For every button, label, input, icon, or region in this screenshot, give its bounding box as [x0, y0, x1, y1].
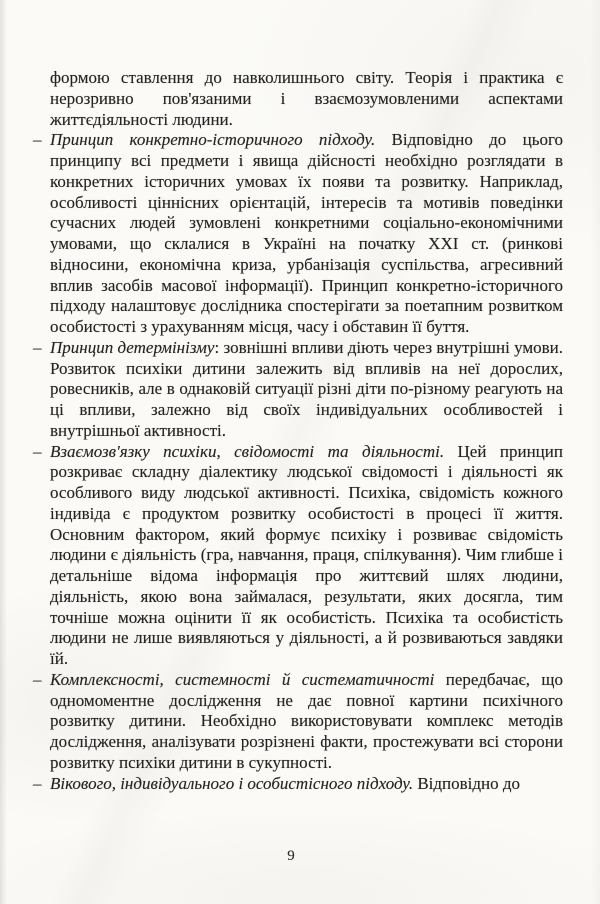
list-item-complexity-systematicity [33, 669, 563, 774]
bullet-body: Відповідно до цього принципу всі предмети і явища дійсності необхідно розглядати в конкретних історичних умовах їх появи та розвитку. Наприклад, особливості ціннісних орієнтацій, інтересів та мотивів поведінки сучасних людей зумовлені конкретними соціально-економічними умовами, що склалися в Україні на початку XXI ст. (ринкові відносини, економічна криза, урбанізація суспільства, агресивний вплив засобів масової інформації). Принцип конкретно-історичного підходу налаштовує дослідника спостерігати за поетапним розвитком особистості з урахуванням місця, часу і обставин її буття. [50, 130, 564, 336]
bullet-body: Відповідно до [413, 773, 521, 793]
bullet-dash: – [33, 130, 42, 150]
bullet-lead: Вікового, індивідуального і особистісного підходу. [50, 773, 414, 793]
bullet-dash: – [33, 441, 42, 461]
list-item-age-individual-personal [33, 773, 563, 795]
bullet-lead: Принцип детермінізму [50, 337, 215, 357]
bullet-lead: Комплексності, системності й систематичності [50, 669, 435, 689]
intro-paragraph: формою ставлення до навколишнього світу. Теорія і практика є нерозривно пов'язаними і взаємозумовленими аспектами життєдіяльності людини. [50, 68, 563, 129]
bullet-lead: Взаємозв'язку психіки, свідомості та діяльності. [50, 441, 445, 461]
bullet-dash: – [33, 337, 42, 357]
page-text-block [33, 68, 564, 794]
page-number: 9 [287, 848, 295, 864]
list-item-determinism [33, 337, 563, 442]
list-item-concrete-historical [33, 130, 564, 338]
list-item-psyche-consciousness-activity [33, 441, 563, 670]
bullet-dash: – [33, 773, 42, 793]
bullet-body: Цей принцип розкриває складну діалектику людської свідомості і діяльності як особливого виду людської активності. Психіка, свідомість кожного індивіда є продуктом розвитку особистості в процесі її життя. Основним фактором, який формує психіку і розвиває свідомість людини є діяльність (гра, навчання, праця, спілкування). Чим глибше і детальніше відома інформація про життєвий шлях людини, діяльність, якою вона займалася, результати, яких досягла, тим точніше можна оцінити її як особистість. Психіка та особистість людини не лише виявляються у діяльності, а й розвиваються завдяки їй. [50, 441, 563, 668]
bullet-body: передбачає, що одномоментне дослідження не дає повної картини психічного розвитку дитини. Необхідно використовувати комплекс методів дослідження, аналізувати розрізнені факти, простежувати всі сторони розвитку психіки дитини в сукупності. [50, 669, 563, 772]
bullet-body: : зовнішні впливи діють через внутрішні умови. Розвиток психіки дитини залежить від впливів на неї дорослих, ровесників, але в однаковій ситуації різні діти по-різному реагують на ці впливи, залежно від своїх індивідуальних особливостей і внутрішньої активності. [50, 337, 563, 440]
bullet-dash: – [33, 669, 42, 689]
bullet-lead: Принцип конкретно-історичного підходу. [50, 130, 376, 150]
